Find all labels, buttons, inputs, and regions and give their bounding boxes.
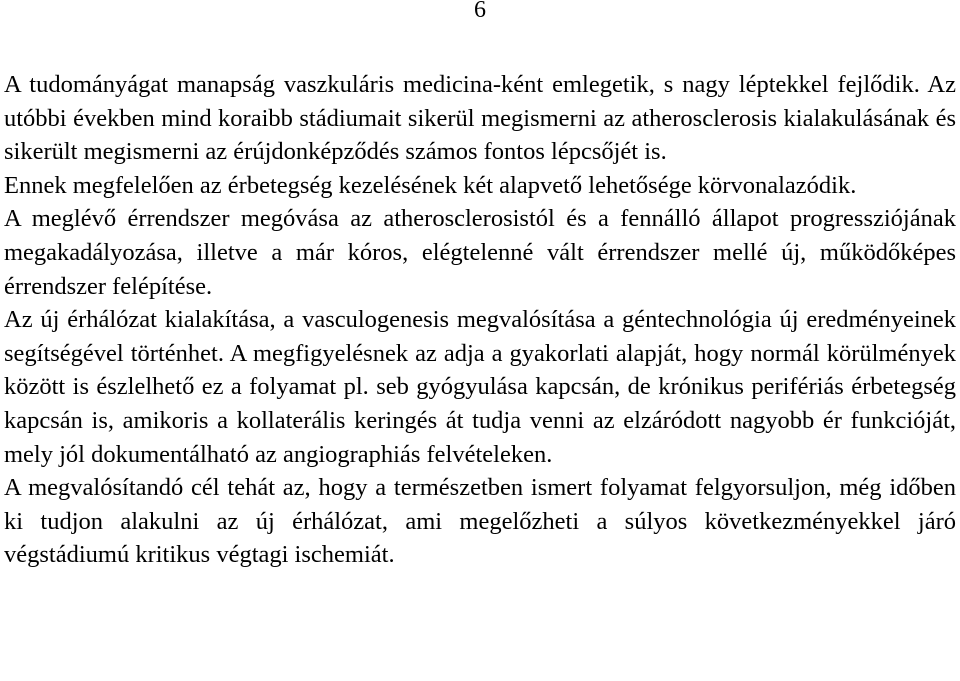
document-body <box>4 68 956 572</box>
paragraph-goal: A megvalósítandó cél tehát az, hogy a természetben ismert folyamat felgyorsuljon, még időben ki tudjon alakulni az új érhálózat, ami megelőzheti a súlyos következményekkel járó végstádiumú kritikus végtagi ischemiát. <box>4 474 956 569</box>
paragraph-treatment-options: Ennek megfelelően az érbetegség kezelésének két alapvető lehetősége körvonalazódik. <box>4 171 857 199</box>
paragraph-preservation: A meglévő érrendszer megóvása az atherosclerosistól és a fennálló állapot progressziójának megakadályozása, illetve a már kóros, elégtelenné vált érrendszer mellé új, működőképes érrendszer felépítése. <box>4 205 956 300</box>
page-number: 6 <box>474 0 486 23</box>
paragraph-intro: A tudományágat manapság vaszkuláris medicina-ként emlegetik, s nagy léptekkel fejlődik. Az utóbbi években mind koraibb stádiumait sikerül megismerni az atherosclerosis kialakulásának és sikerült megismerni az érújdonképződés számos fontos lépcsőjét is. <box>4 71 956 166</box>
paragraph-vasculogenesis: Az új érhálózat kialakítása, a vasculogenesis megvalósítása a géntechnológia új eredményeinek segítségével történhet. A megfigyelésnek az adja a gyakorlati alapját, hogy normál körülmények között is észlelhető ez a folyamat pl. seb gyógyulása kapcsán, de krónikus perifériás érbetegség kapcsán is, amikoris a kollaterális keringés át tudja venni az elzáródott nagyobb ér funkcióját, mely jól dokumentálható az angiographiás felvételeken. <box>4 306 956 468</box>
